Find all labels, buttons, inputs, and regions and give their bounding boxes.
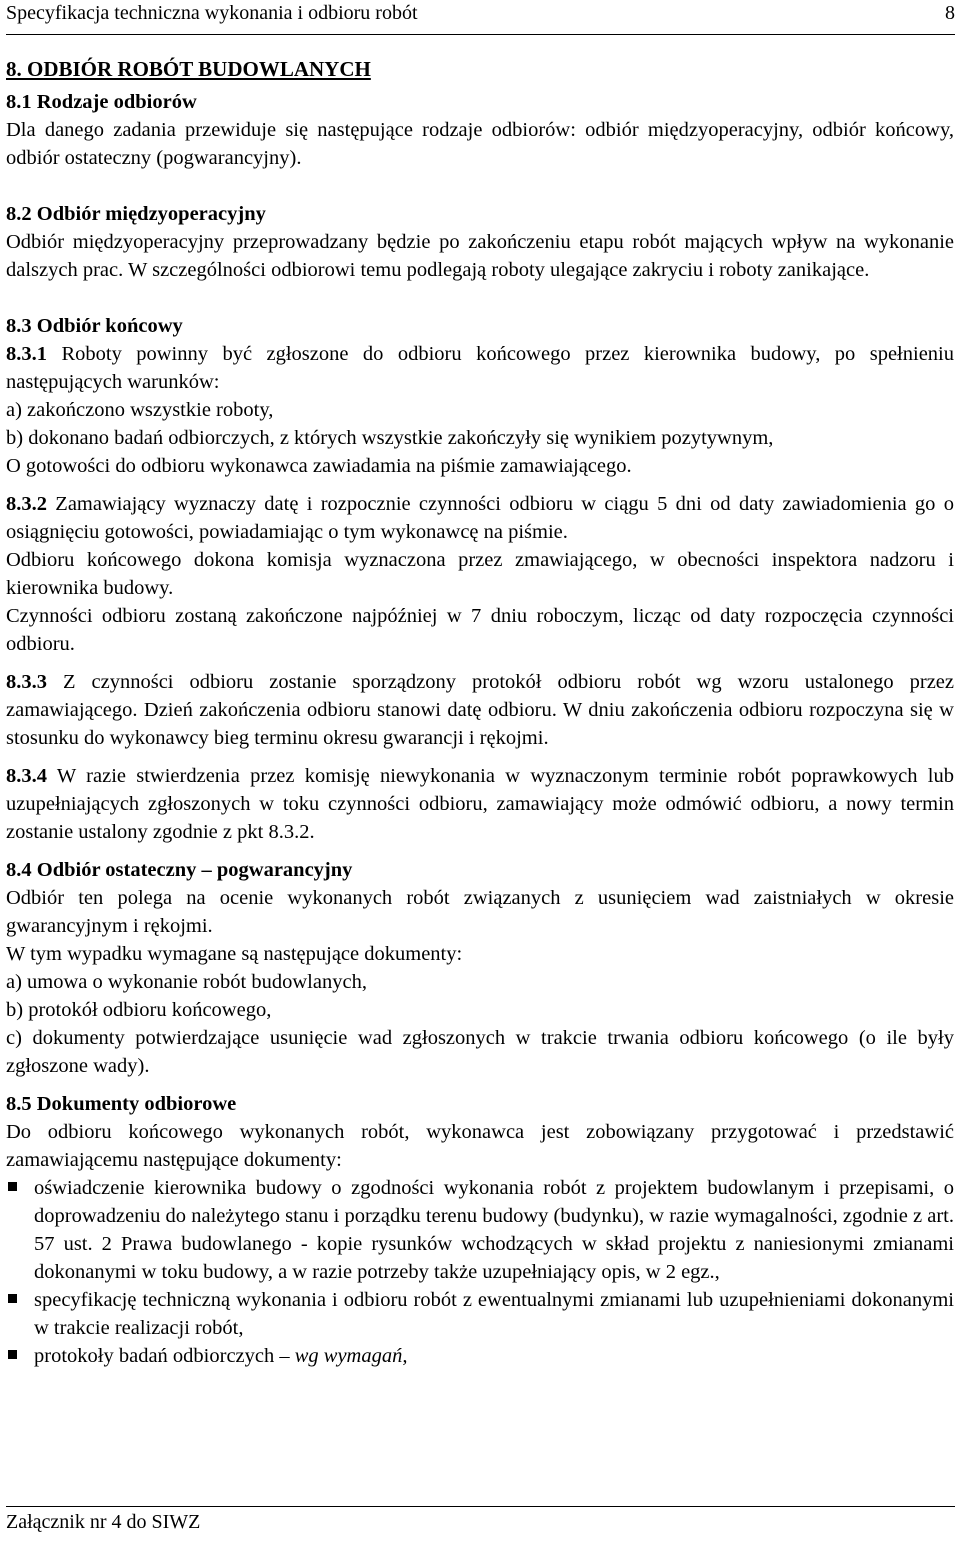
square-bullet-icon: [8, 1182, 17, 1191]
section-8-2-text: Odbiór międzyoperacyjny przeprowadzany będzie po zakończeniu etapu robót mających wpływ na wykonanie dalszych prac. W szczególności odbiorowi temu podlegają roboty ulegające zakryciu i roboty zanikające.: [6, 231, 954, 281]
list-item: protokoły badań odbiorczych – wg wymagań,: [6, 1342, 954, 1370]
section-8-4-text: Odbiór ten polega na ocenie wykonanych robót związanych z usunięciem wad zaistniałych w okresie gwarancyjnym i rękojmi.: [6, 887, 954, 937]
paragraph-8-3-2: 8.3.2 Zamawiający wyznaczy datę i rozpocznie czynności odbioru w ciągu 5 dni od daty zawiadomienia go o osiągnięciu gotowości, powiadamiając o tym wykonawcę na piśmie.: [6, 493, 954, 543]
section-8-5-text: Do odbioru końcowego wykonanych robót, wykonawca jest zobowiązany przygotować i przedstawić zamawiającemu następujące dokumenty:: [6, 1121, 954, 1171]
deadline-text: Czynności odbioru zostaną zakończone najpóźniej w 7 dniu roboczym, licząc od daty rozpoczęcia czynności odbioru.: [6, 605, 954, 655]
section-8-2-heading: 8.2 Odbiór międzyoperacyjny: [6, 203, 266, 225]
paragraph-number: 8.3.2: [6, 493, 47, 515]
chapter-title: 8. ODBIÓR ROBÓT BUDOWLANYCH: [6, 57, 371, 81]
page-footer: Załącznik nr 4 do SIWZ: [6, 1506, 955, 1534]
section-8-3-heading: 8.3 Odbiór końcowy: [6, 315, 183, 337]
section-8-4-heading: 8.4 Odbiór ostateczny – pogwarancyjny: [6, 859, 353, 881]
paragraph-8-3-4: 8.3.4 W razie stwierdzenia przez komisję niewykonania w wyznaczonym terminie robót poprawkowych lub uzupełniających zgłoszonych w toku czynności odbioru, zamawiający może odmówić odbioru, a nowy termin zostanie ustalony zgodnie z pkt 8.3.2.: [6, 765, 954, 843]
commission-text: Odbioru końcowego dokona komisja wyznaczona przez zmawiającego, w obecności inspektora nadzoru i kierownika budowy.: [6, 549, 954, 599]
list-item: specyfikację techniczną wykonania i odbioru robót z ewentualnymi zmianami lub uzupełnieniami dokonanymi w trakcie realizacji robót,: [6, 1286, 954, 1342]
paragraph-8-3-3: 8.3.3 Z czynności odbioru zostanie sporządzony protokół odbioru robót wg wzoru ustalonego przez zamawiającego. Dzień zakończenia odbioru stanowi datę odbioru. W dniu zakończenia odbioru rozpoczyna się w stosunku do wykonawcy bieg terminu okresu gwarancji i rękojmi.: [6, 671, 954, 749]
section-8-5-heading: 8.5 Dokumenty odbiorowe: [6, 1093, 237, 1115]
paragraph-number: 8.3.3: [6, 671, 47, 693]
square-bullet-icon: [8, 1350, 17, 1359]
square-bullet-icon: [8, 1294, 17, 1303]
section-8-1-text: Dla danego zadania przewiduje się następujące rodzaje odbiorów: odbiór międzyoperacyjny, odbiór końcowy, odbiór ostateczny (pogwarancyjny).: [6, 119, 954, 169]
paragraph-8-3-1: 8.3.1 Roboty powinny być zgłoszone do odbioru końcowego przez kierownika budowy, po spełnieniu następujących warunków:: [6, 343, 954, 393]
list-item-b: b) dokonano badań odbiorczych, z których wszystkie zakończyły się wynikiem pozytywnym,: [6, 427, 774, 449]
paragraph-number: 8.3.4: [6, 765, 47, 787]
page-header: [6, 0, 955, 35]
list-item: oświadczenie kierownika budowy o zgodności wykonania robót z projektem budowlanym i przepisami, o doprowadzeniu do należytego stanu i porządku terenu budowy (budynku), w razie wymagalności, zgodnie z art. 57 ust. 2 Prawa budowlanego - kopie rysunków wchodzących w skład projektu z naniesionymi zmianami dokonanymi w toku budowy, a w razie potrzeby także uzupełniający opis, w 2 egz.,: [6, 1174, 954, 1286]
section-8-1-heading: 8.1 Rodzaje odbiorów: [6, 91, 197, 113]
list-item-a: a) umowa o wykonanie robót budowlanych,: [6, 971, 367, 993]
page-number: 8: [945, 2, 955, 24]
readiness-note: O gotowości do odbioru wykonawca zawiadamia na piśmie zamawiającego.: [6, 455, 632, 477]
documents-list: [6, 1174, 954, 1370]
list-item-a: a) zakończono wszystkie roboty,: [6, 399, 274, 421]
list-item-c: c) dokumenty potwierdzające usunięcie wad zgłoszonych w trakcie trwania odbioru końcowego (o ile były zgłoszone wady).: [6, 1027, 954, 1077]
header-title: Specyfikacja techniczna wykonania i odbioru robót: [6, 2, 418, 24]
document-body: [6, 54, 954, 1370]
section-8-4-docs-intro: W tym wypadku wymagane są następujące dokumenty:: [6, 943, 463, 965]
paragraph-number: 8.3.1: [6, 343, 47, 365]
list-item-b: b) protokół odbioru końcowego,: [6, 999, 272, 1021]
